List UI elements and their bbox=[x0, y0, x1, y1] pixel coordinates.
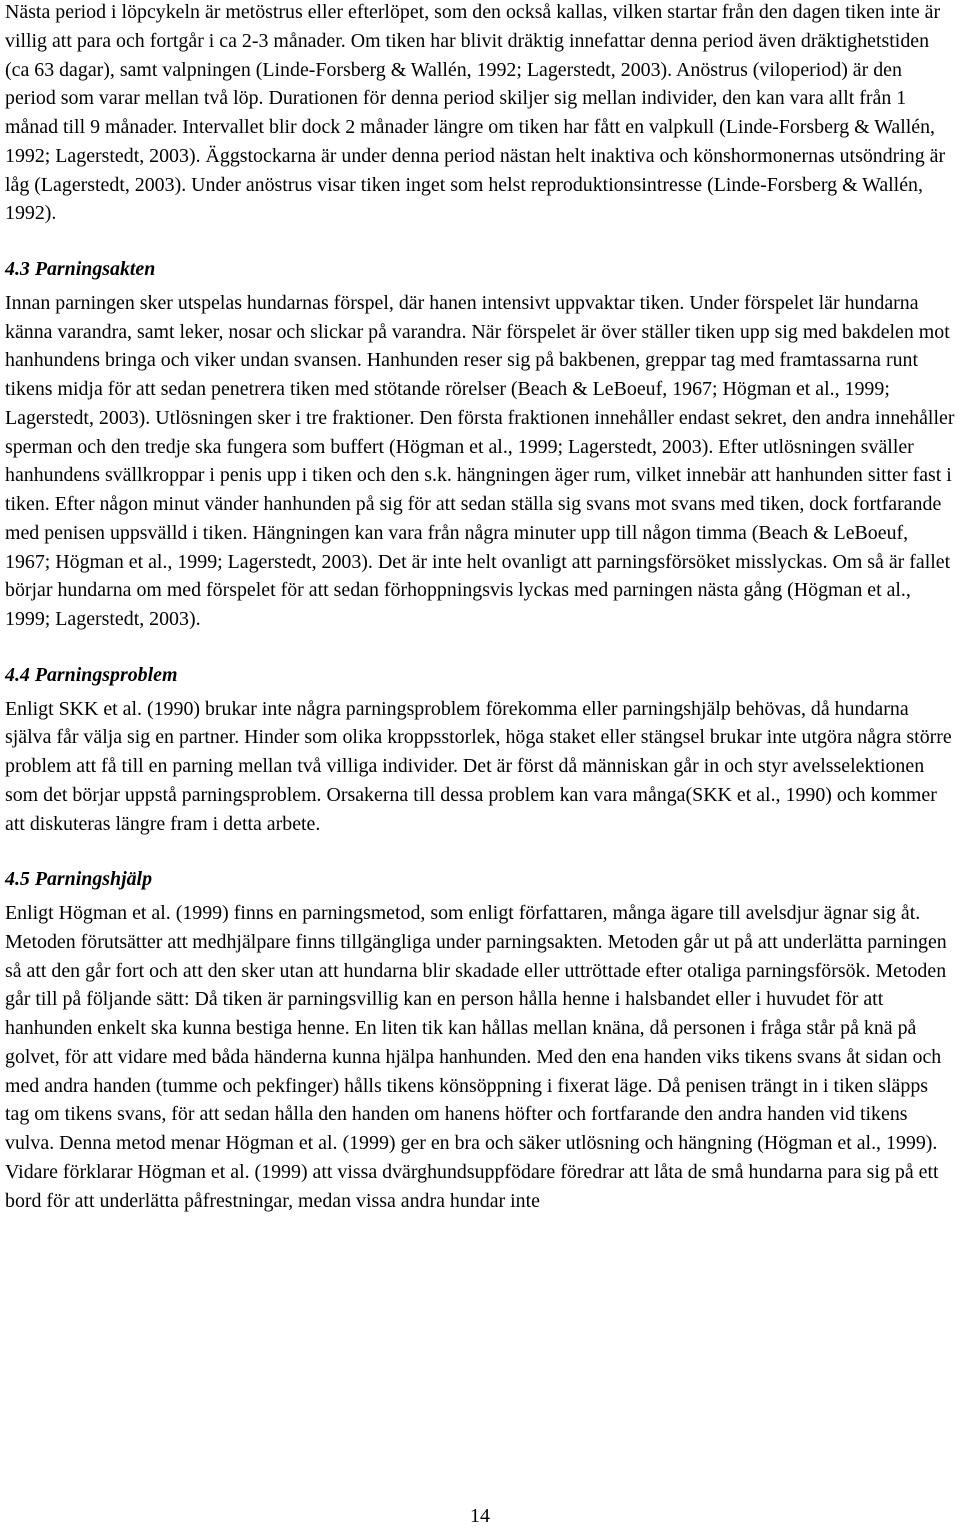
paragraph-4-3: Innan parningen sker utspelas hundarnas förspel, där hanen intensivt uppvaktar tiken. Under förspelet lär hundarna känna varandra, samt leker, nosar och slickar på varandra. När förspelet är över ställer tiken upp sig med bakdelen mot hanhundens bringa och viker undan svansen. Hanhunden reser sig på bakbenen, greppar tag med framtassarna runt tikens midja för att sedan penetrera tiken med stötande rörelser (Beach & LeBoeuf, 1967; Högman et al., 1999; Lagerstedt, 2003). Utlösningen sker i tre fraktioner. Den första fraktionen innehåller endast sekret, den andra innehåller sperman och den tredje ska fungera som buffert (Högman et al., 1999; Lagerstedt, 2003). Efter utlösningen sväller hanhundens svällkroppar i penis upp i tiken och den s.k. hängningen äger rum, vilket innebär att hanhunden sitter fast i tiken. Efter någon minut vänder hanhunden på sig för att sedan ställa sig svans mot svans med tiken, dock fortfarande med penisen uppsvälld i tiken. Hängningen kan vara från några minuter upp till någon timma (Beach & LeBoeuf, 1967; Högman et al., 1999; Lagerstedt, 2003). Det är inte helt ovanligt att parningsförsöket misslyckas. Om så är fallet börjar hundarna om med förspelet för att sedan förhoppningsvis lyckas med parningen nästa gång (Högman et al., 1999; Lagerstedt, 2003). bbox=[5, 291, 955, 630]
paragraph-4-4: Enligt SKK et al. (1990) brukar inte några parningsproblem förekomma eller parningshjälp behövas, då hundarna själva får välja sig en partner. Hinder som olika kroppsstorlek, höga staket eller stängsel brukar inte utgöra några större problem att få till en parning mellan två villiga individer. Det är först då människan går in och styr avelsselektionen som det börjar uppstå parningsproblem. Orsakerna till dessa problem kan vara många(SKK et al., 1990) och kommer att diskuteras längre fram i detta arbete. bbox=[5, 697, 952, 835]
paragraph-intro: Nästa period i löpcykeln är metöstrus eller efterlöpet, som den också kallas, vilken startar från den dagen tiken inte är villig att para och fortgår i ca 2-3 månader. Om tiken har blivit dräktig innefattar denna period även dräktighetstiden (ca 63 dagar), samt valpningen (Linde-Forsberg & Wallén, 1992; Lagerstedt, 2003). Anöstrus (viloperiod) är den period som varar mellan två löp. Durationen för denna period skiljer sig mellan individer, den kan vara allt från 1 månad till 9 månader. Intervallet blir dock 2 månader längre om tiken har fått en valpkull (Linde-Forsberg & Wallén, 1992; Lagerstedt, 2003). Äggstockarna är under denna period nästan helt inaktiva och könshormonernas utsöndring är låg (Lagerstedt, 2003). Under anöstrus visar tiken inget som helst reproduktionsintresse (Linde-Forsberg & Wallén, 1992). bbox=[5, 1, 946, 225]
heading-4-5: 4.5 Parningshjälp bbox=[5, 868, 153, 891]
paragraph-4-5-a: Enligt Högman et al. (1999) finns en parningsmetod, som enligt författaren, många ägare till avelsdjur ägnar sig åt. Metoden förutsätter att medhjälpare finns tillgängliga under parningsakten. Metoden går ut på att underlätta parningen så att den går fort och att den sker utan att hundarna blir skadade eller uttröttade efter otaliga parningsförsök. Metoden går till på följande sätt: Då tiken är parningsvillig kan en person hålla henne i halsbandet eller i huvudet för att hanhunden enkelt ska kunna bestiga henne. En liten tik kan hållas mellan knäna, då personen i fråga står på knä på golvet, för att vidare med båda händerna kunna hjälpa hanhunden. Med den ena handen viks tikens svans åt sidan och med andra handen (tumme och pekfinger) hålls tikens könsöppning i fixerat läge. Då penisen trängt in i tiken släpps tag om tikens svans, för att sedan hålla den handen om hanens höfter och fortfarande den andra handen vid tikens vulva. Denna metod menar Högman et al. (1999) ger en bra och säker utlösning och hängning (Högman et al., 1999). bbox=[5, 902, 947, 1154]
paragraph-4-5-b: Vidare förklarar Högman et al. (1999) att vissa dvärghundsuppfödare föredrar att låta de små hundarna para sig på ett bord för att underlätta påfrestningar, medan vissa andra hundar inte bbox=[5, 1160, 939, 1212]
heading-4-4: 4.4 Parningsproblem bbox=[5, 663, 178, 686]
document-body bbox=[5, 0, 955, 1215]
heading-4-3: 4.3 Parningsakten bbox=[5, 258, 156, 280]
page-number: 14 bbox=[470, 1505, 490, 1527]
